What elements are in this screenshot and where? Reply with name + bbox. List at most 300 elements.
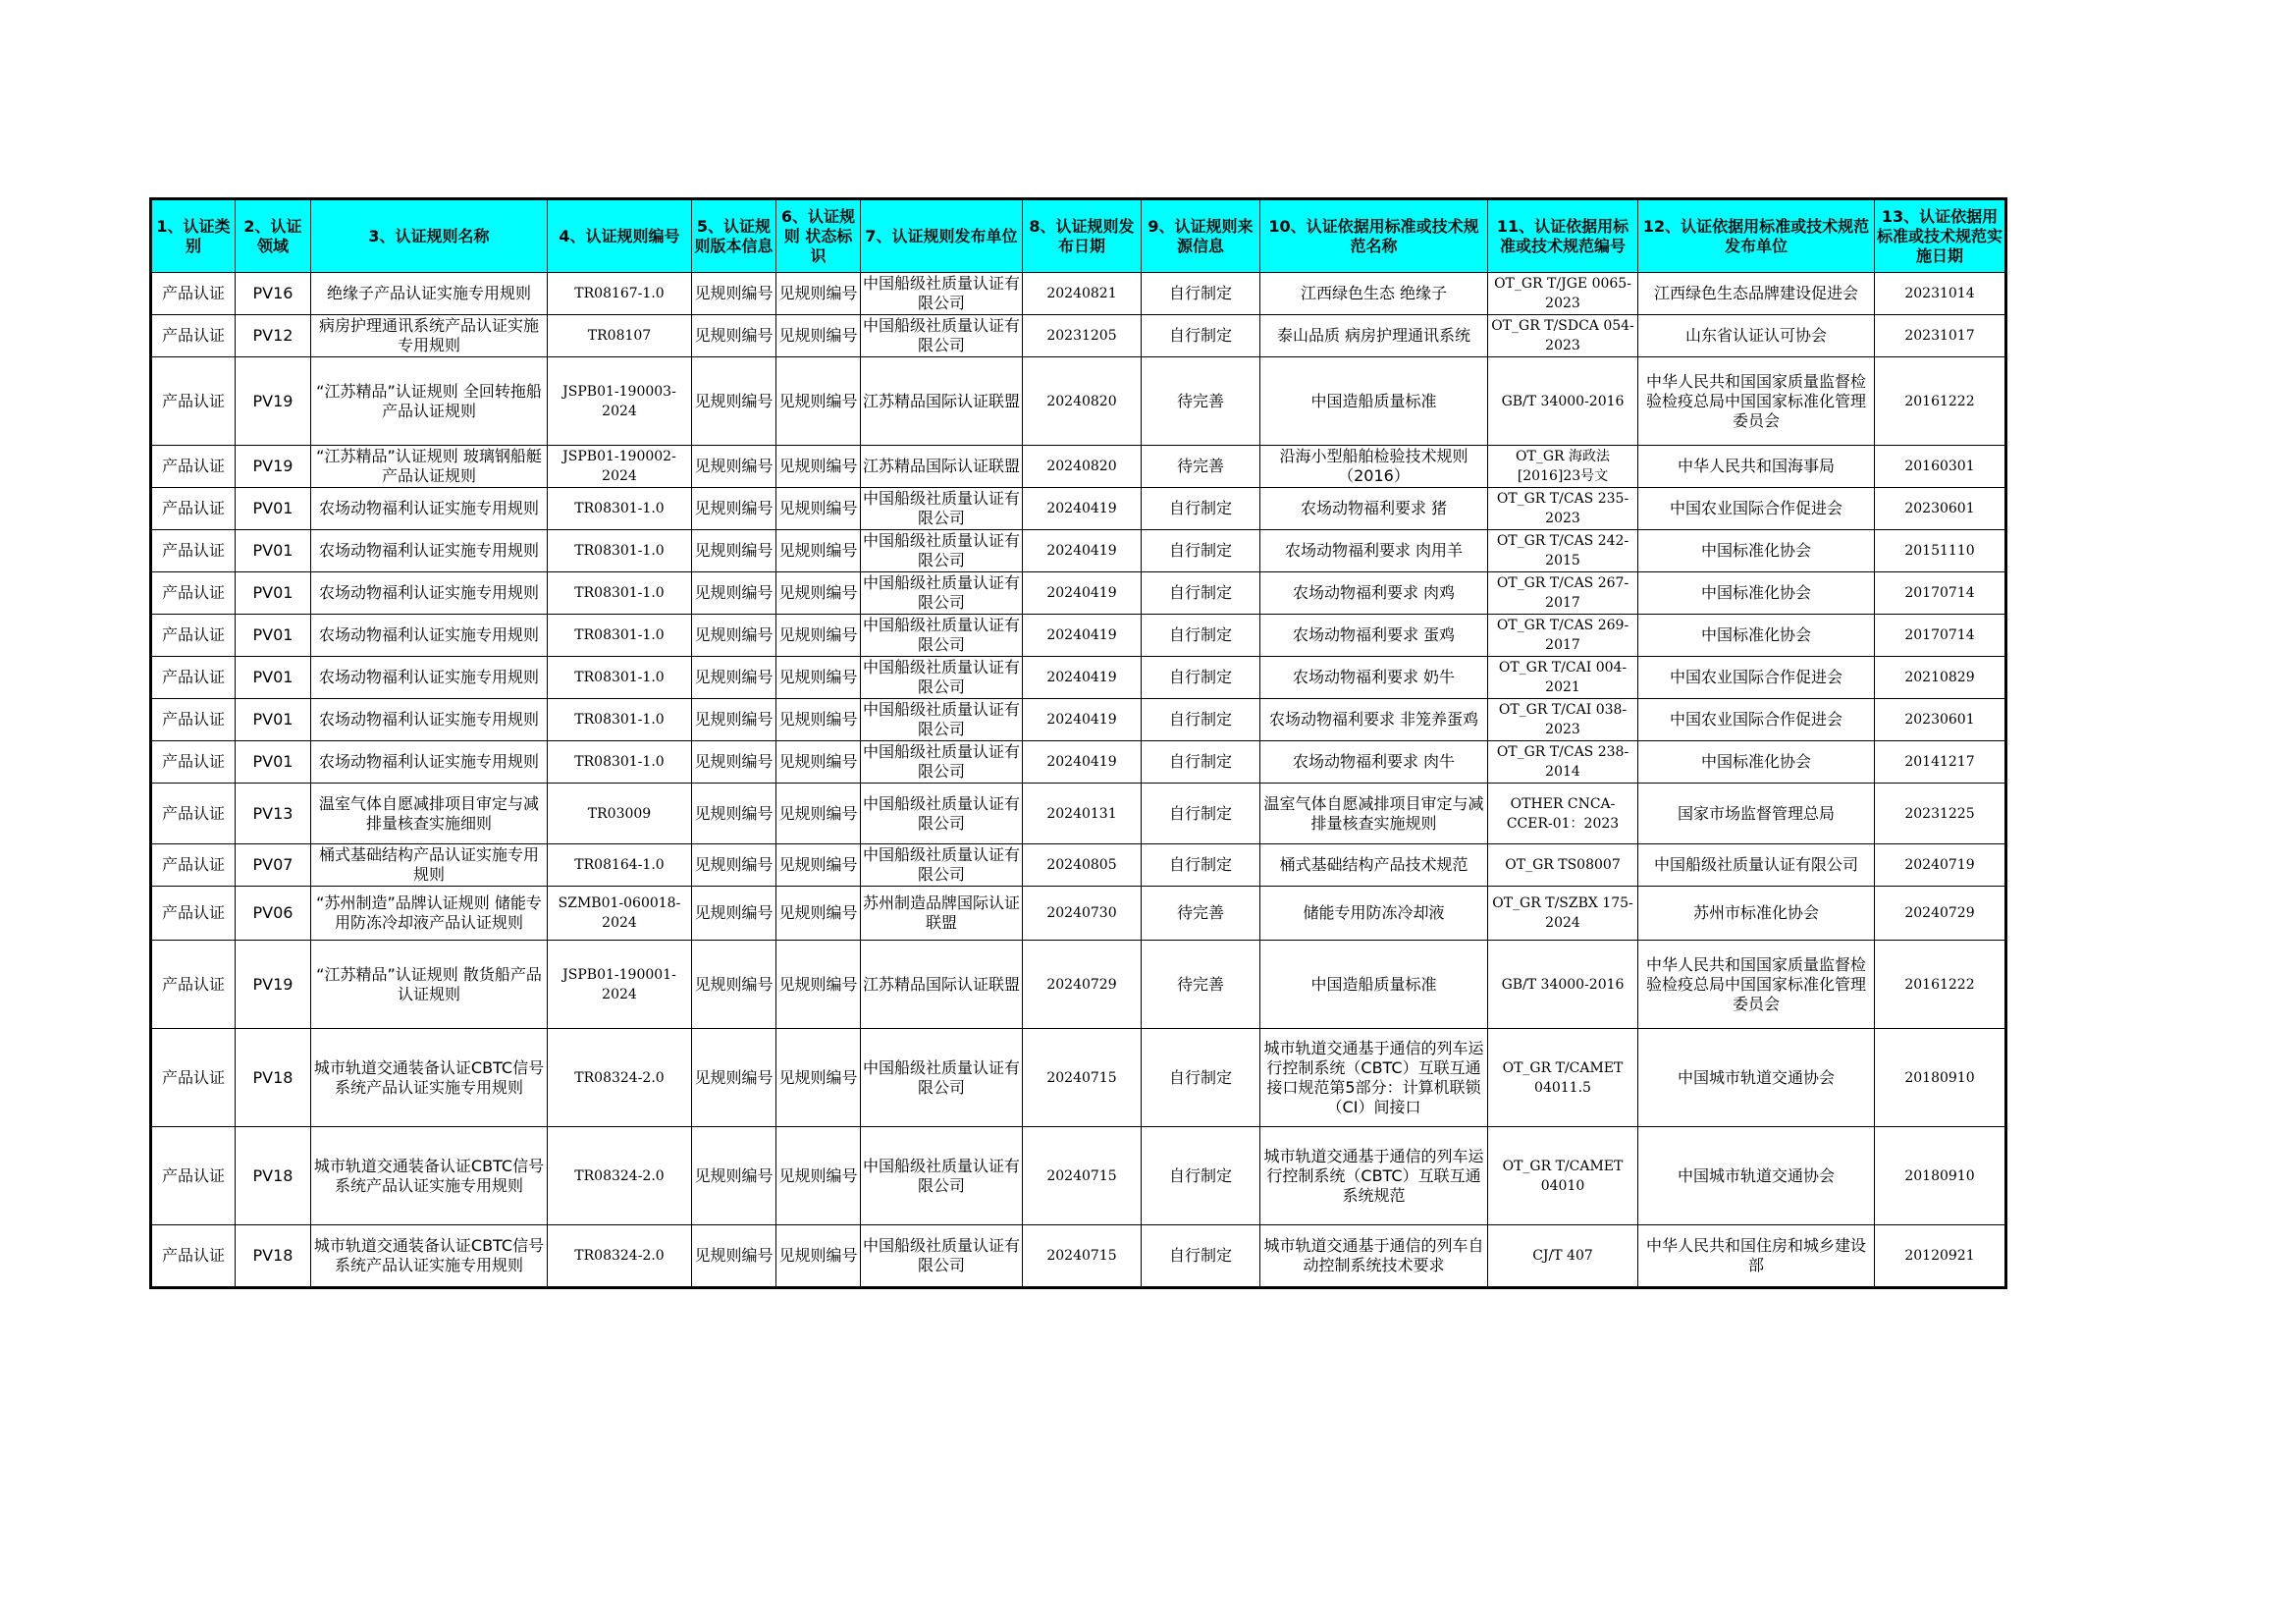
cell-text: TR08301-1.0 bbox=[574, 501, 665, 516]
cell-text: TR08301-1.0 bbox=[574, 543, 665, 559]
cell-text: 见规则编号 bbox=[778, 710, 858, 729]
table-cell bbox=[236, 699, 311, 741]
table-cell bbox=[151, 1127, 236, 1225]
table-row bbox=[151, 1029, 2006, 1127]
table-cell bbox=[776, 699, 861, 741]
cell-text: 中国船级社质量认证有限公司 bbox=[863, 573, 1020, 612]
table-cell bbox=[1142, 1127, 1260, 1225]
table-cell bbox=[1488, 488, 1638, 530]
table-cell bbox=[1260, 699, 1488, 741]
table-cell bbox=[548, 572, 692, 615]
table-cell bbox=[236, 615, 311, 657]
cell-text: 农场动物福利认证实施专用规则 bbox=[318, 752, 539, 771]
cell-text: 20231014 bbox=[1904, 286, 1975, 301]
cell-text: GB/T 34000-2016 bbox=[1501, 393, 1625, 409]
cell-text: OT_GR T/CAS 235-2023 bbox=[1496, 491, 1629, 526]
table-cell bbox=[311, 941, 548, 1029]
table-row bbox=[151, 315, 2006, 357]
table-cell bbox=[151, 273, 236, 315]
cell-text: 见规则编号 bbox=[694, 1067, 774, 1087]
table-cell bbox=[1260, 887, 1488, 941]
cell-text: 中国船级社质量认证有限公司 bbox=[863, 1236, 1020, 1274]
table-cell bbox=[1875, 657, 2006, 699]
cell-text: OT_GR T/SDCA 054-2023 bbox=[1491, 318, 1634, 353]
table-cell bbox=[1260, 844, 1488, 887]
table-cell bbox=[236, 1225, 311, 1288]
table-cell bbox=[548, 941, 692, 1029]
cell-text: 20170714 bbox=[1904, 585, 1975, 601]
table-cell bbox=[1875, 273, 2006, 315]
table-cell bbox=[1260, 1029, 1488, 1127]
table-cell bbox=[1260, 357, 1488, 446]
cell-text: 沿海小型船舶检验技术规则（2016） bbox=[1279, 447, 1468, 485]
table-cell bbox=[311, 488, 548, 530]
cell-text: 中国农业国际合作促进会 bbox=[1669, 668, 1842, 686]
cell-text: 20180910 bbox=[1904, 1069, 1975, 1086]
cell-text: 产品认证 bbox=[161, 284, 225, 302]
table-cell bbox=[1875, 530, 2006, 572]
table-cell bbox=[1875, 315, 2006, 357]
cell-text: 见规则编号 bbox=[778, 668, 858, 686]
table-cell bbox=[1875, 446, 2006, 488]
cell-text: 20240730 bbox=[1046, 905, 1117, 921]
cell-text: 江西绿色生态品牌建设促进会 bbox=[1653, 284, 1858, 302]
table-cell bbox=[1488, 1225, 1638, 1288]
cell-text: 20240419 bbox=[1046, 754, 1117, 770]
cell-text: 见规则编号 bbox=[778, 541, 858, 560]
cell-text: 产品认证 bbox=[161, 457, 225, 475]
table-cell bbox=[311, 1127, 548, 1225]
table-cell bbox=[236, 657, 311, 699]
cell-text: 自行制定 bbox=[1168, 1165, 1232, 1185]
cell-text: PV13 bbox=[252, 803, 294, 823]
table-cell bbox=[1142, 357, 1260, 446]
table-cell bbox=[151, 357, 236, 446]
cell-text: 产品认证 bbox=[161, 974, 225, 994]
header-cell: 9、认证规则来源信息 bbox=[1142, 199, 1260, 273]
table-cell bbox=[692, 357, 776, 446]
cell-text: 待完善 bbox=[1176, 974, 1224, 994]
cell-text: 20240715 bbox=[1046, 1248, 1117, 1264]
table-cell bbox=[236, 887, 311, 941]
cell-text: TR08164-1.0 bbox=[574, 857, 665, 873]
cell-text: 山东省认证认可协会 bbox=[1684, 326, 1827, 345]
cell-text: 见规则编号 bbox=[778, 284, 858, 302]
table-cell bbox=[151, 657, 236, 699]
cell-text: TR08301-1.0 bbox=[574, 754, 665, 770]
table-cell bbox=[776, 1127, 861, 1225]
cell-text: 产品认证 bbox=[161, 625, 225, 644]
table-cell bbox=[151, 572, 236, 615]
cell-text: 中国船级社质量认证有限公司 bbox=[863, 1156, 1020, 1195]
table-cell bbox=[1638, 488, 1875, 530]
table-cell bbox=[236, 446, 311, 488]
table-cell bbox=[861, 941, 1023, 1029]
cell-text: 见规则编号 bbox=[694, 583, 774, 602]
table-cell bbox=[236, 357, 311, 446]
cell-text: 自行制定 bbox=[1168, 326, 1232, 345]
cell-text: 见规则编号 bbox=[778, 391, 858, 410]
table-cell bbox=[151, 699, 236, 741]
table-cell bbox=[236, 315, 311, 357]
cell-text: 产品认证 bbox=[161, 1067, 225, 1087]
cell-text: 20120921 bbox=[1904, 1248, 1975, 1264]
table-cell bbox=[1875, 615, 2006, 657]
cell-text: 农场动物福利认证实施专用规则 bbox=[318, 625, 539, 644]
cell-text: 产品认证 bbox=[161, 499, 225, 517]
table-cell bbox=[1023, 1127, 1142, 1225]
table-cell bbox=[776, 357, 861, 446]
cell-text: 见规则编号 bbox=[694, 1165, 774, 1185]
table-cell bbox=[548, 357, 692, 446]
cell-text: 见规则编号 bbox=[694, 391, 774, 410]
table-cell bbox=[1638, 615, 1875, 657]
table-cell bbox=[1023, 446, 1142, 488]
cell-text: 绝缘子产品认证实施专用规则 bbox=[326, 284, 531, 302]
cell-text: OT_GR 海政法 [2016]23号文 bbox=[1516, 449, 1610, 484]
header-cell: 8、认证规则发布日期 bbox=[1023, 199, 1142, 273]
table-cell bbox=[1142, 941, 1260, 1029]
cell-text: 20230601 bbox=[1904, 501, 1975, 516]
cell-text: 中国船级社质量认证有限公司 bbox=[863, 489, 1020, 527]
cell-text: PV06 bbox=[252, 903, 294, 922]
cell-text: PV19 bbox=[252, 974, 294, 994]
table-cell bbox=[1023, 887, 1142, 941]
cell-text: 产品认证 bbox=[161, 752, 225, 771]
table-cell bbox=[1488, 1029, 1638, 1127]
table-cell bbox=[311, 1225, 548, 1288]
table-cell bbox=[548, 657, 692, 699]
table-cell bbox=[311, 446, 548, 488]
cell-text: 见规则编号 bbox=[694, 668, 774, 686]
table-cell bbox=[311, 615, 548, 657]
table-cell bbox=[861, 844, 1023, 887]
table-cell bbox=[1875, 784, 2006, 844]
cell-text: 苏州制造品牌国际认证联盟 bbox=[863, 893, 1020, 932]
table-cell bbox=[151, 488, 236, 530]
cell-text: 农场动物福利要求 肉用羊 bbox=[1284, 541, 1464, 560]
header-cell: 5、认证规则版本信息 bbox=[692, 199, 776, 273]
table-cell bbox=[1023, 615, 1142, 657]
table-cell bbox=[1023, 1029, 1142, 1127]
cell-text: OT_GR TS08007 bbox=[1505, 857, 1621, 873]
table-row bbox=[151, 741, 2006, 784]
cell-text: PV18 bbox=[252, 1246, 294, 1265]
cell-text: OT_GR T/CAS 238-2014 bbox=[1496, 744, 1629, 780]
table-cell bbox=[311, 357, 548, 446]
cell-text: 中国农业国际合作促进会 bbox=[1669, 710, 1842, 729]
table-cell bbox=[692, 273, 776, 315]
table-cell bbox=[548, 699, 692, 741]
table-cell bbox=[861, 488, 1023, 530]
table-cell bbox=[1142, 784, 1260, 844]
table-cell bbox=[776, 1225, 861, 1288]
table-cell bbox=[1260, 941, 1488, 1029]
table-cell bbox=[776, 941, 861, 1029]
table-cell bbox=[236, 941, 311, 1029]
header-cell: 3、认证规则名称 bbox=[311, 199, 548, 273]
table-cell bbox=[1638, 941, 1875, 1029]
cell-text: 中国船级社质量认证有限公司 bbox=[1653, 855, 1858, 874]
cell-text: 20161222 bbox=[1904, 976, 1975, 993]
table-cell bbox=[1023, 530, 1142, 572]
table-cell bbox=[1023, 572, 1142, 615]
table-cell bbox=[1023, 357, 1142, 446]
table-cell bbox=[311, 1029, 548, 1127]
table-cell bbox=[548, 530, 692, 572]
table-cell bbox=[548, 446, 692, 488]
table-cell bbox=[548, 273, 692, 315]
cell-text: 农场动物福利认证实施专用规则 bbox=[318, 583, 539, 602]
table-cell bbox=[236, 844, 311, 887]
table-cell bbox=[151, 941, 236, 1029]
table-cell bbox=[776, 572, 861, 615]
table-cell bbox=[1875, 572, 2006, 615]
cell-text: 江苏精品国际认证联盟 bbox=[863, 391, 1020, 410]
cell-text: TR08301-1.0 bbox=[574, 627, 665, 643]
cell-text: OT_GR T/JGE 0065-2023 bbox=[1494, 276, 1631, 311]
table-cell bbox=[692, 784, 776, 844]
cell-text: 产品认证 bbox=[161, 668, 225, 686]
table-row bbox=[151, 1127, 2006, 1225]
table-cell bbox=[1638, 699, 1875, 741]
table-cell bbox=[236, 784, 311, 844]
cell-text: 中国船级社质量认证有限公司 bbox=[863, 700, 1020, 738]
cell-text: 待完善 bbox=[1176, 457, 1224, 475]
table-cell bbox=[1638, 1127, 1875, 1225]
table-cell bbox=[311, 315, 548, 357]
table-cell bbox=[151, 844, 236, 887]
cell-text: 20240820 bbox=[1046, 393, 1117, 409]
table-cell bbox=[1638, 844, 1875, 887]
table-cell bbox=[1488, 1127, 1638, 1225]
cell-text: 自行制定 bbox=[1168, 803, 1232, 823]
table-cell bbox=[1488, 941, 1638, 1029]
header-cell: 11、认证依据用标准或技术规范编号 bbox=[1488, 199, 1638, 273]
cell-text: 产品认证 bbox=[161, 1165, 225, 1185]
table-cell bbox=[1875, 488, 2006, 530]
table-cell bbox=[692, 530, 776, 572]
cell-text: 自行制定 bbox=[1168, 752, 1232, 771]
cell-text: 中国标准化协会 bbox=[1700, 752, 1811, 771]
cell-text: 桶式基础结构产品技术规范 bbox=[1279, 855, 1468, 874]
table-cell bbox=[1142, 615, 1260, 657]
table-cell bbox=[861, 357, 1023, 446]
cell-text: 见规则编号 bbox=[778, 855, 858, 874]
cell-text: 产品认证 bbox=[161, 326, 225, 345]
table-cell bbox=[1260, 657, 1488, 699]
cell-text: 20240820 bbox=[1046, 459, 1117, 474]
table-cell bbox=[1142, 530, 1260, 572]
cell-text: TR08301-1.0 bbox=[574, 585, 665, 601]
cell-text: 中国船级社质量认证有限公司 bbox=[863, 658, 1020, 696]
cell-text: 20240131 bbox=[1046, 805, 1117, 822]
header-cell: 1、认证类别 bbox=[151, 199, 236, 273]
table-cell bbox=[1260, 488, 1488, 530]
cell-text: 国家市场监督管理总局 bbox=[1677, 803, 1835, 823]
cell-text: 中国标准化协会 bbox=[1700, 625, 1811, 644]
table-cell bbox=[1260, 572, 1488, 615]
table-cell bbox=[548, 315, 692, 357]
cell-text: 自行制定 bbox=[1168, 855, 1232, 874]
table-cell bbox=[692, 1029, 776, 1127]
cell-text: 自行制定 bbox=[1168, 668, 1232, 686]
cell-text: 自行制定 bbox=[1168, 1246, 1232, 1265]
table-cell bbox=[1638, 887, 1875, 941]
table-cell bbox=[1260, 741, 1488, 784]
table-cell bbox=[1488, 530, 1638, 572]
table-row bbox=[151, 657, 2006, 699]
certification-rules-table bbox=[149, 197, 2007, 1289]
table-cell bbox=[692, 1225, 776, 1288]
cell-text: 20231205 bbox=[1046, 328, 1117, 344]
table-cell bbox=[1023, 741, 1142, 784]
table-cell bbox=[311, 530, 548, 572]
table-cell bbox=[692, 699, 776, 741]
cell-text: 城市轨道交通装备认证CBTC信号系统产品认证实施专用规则 bbox=[313, 1236, 545, 1274]
table-cell bbox=[1638, 1029, 1875, 1127]
cell-text: PV16 bbox=[252, 284, 294, 302]
cell-text: CJ/T 407 bbox=[1532, 1248, 1593, 1264]
table-cell bbox=[776, 1029, 861, 1127]
cell-text: 见规则编号 bbox=[778, 903, 858, 922]
cell-text: 见规则编号 bbox=[694, 541, 774, 560]
cell-text: 20230601 bbox=[1904, 712, 1975, 728]
cell-text: 中华人民共和国国家质量监督检验检疫总局中国国家标准化管理委员会 bbox=[1645, 371, 1866, 430]
cell-text: 农场动物福利认证实施专用规则 bbox=[318, 541, 539, 560]
cell-text: OT_GR T/CAI 038-2023 bbox=[1498, 702, 1628, 737]
table-row bbox=[151, 357, 2006, 446]
table-cell bbox=[861, 1225, 1023, 1288]
cell-text: 见规则编号 bbox=[778, 974, 858, 994]
cell-text: 20240419 bbox=[1046, 501, 1117, 516]
table-cell bbox=[151, 1029, 236, 1127]
cell-text: 20240419 bbox=[1046, 543, 1117, 559]
cell-text: 20240805 bbox=[1046, 857, 1117, 873]
table-cell bbox=[776, 615, 861, 657]
table-cell bbox=[548, 1127, 692, 1225]
cell-text: 20141217 bbox=[1904, 754, 1975, 770]
table-cell bbox=[1142, 446, 1260, 488]
cell-text: 城市轨道交通基于通信的列车自动控制系统技术要求 bbox=[1263, 1236, 1484, 1274]
cell-text: 见规则编号 bbox=[694, 326, 774, 345]
table-cell bbox=[236, 572, 311, 615]
table-cell bbox=[236, 273, 311, 315]
cell-text: 中国标准化协会 bbox=[1700, 541, 1811, 560]
table-cell bbox=[311, 784, 548, 844]
cell-text: 江西绿色生态 绝缘子 bbox=[1300, 284, 1448, 302]
cell-text: TR08107 bbox=[587, 328, 652, 344]
cell-text: 产品认证 bbox=[161, 903, 225, 922]
table-cell bbox=[151, 784, 236, 844]
table-cell bbox=[151, 446, 236, 488]
table-cell bbox=[861, 657, 1023, 699]
cell-text: 农场动物福利认证实施专用规则 bbox=[318, 668, 539, 686]
cell-text: 见规则编号 bbox=[778, 499, 858, 517]
table-cell bbox=[548, 887, 692, 941]
table-cell bbox=[1875, 1127, 2006, 1225]
cell-text: 中国造船质量标准 bbox=[1310, 974, 1437, 994]
cell-text: 20240821 bbox=[1046, 286, 1117, 301]
cell-text: 病房护理通讯系统产品认证实施专用规则 bbox=[318, 316, 539, 354]
table-cell bbox=[1260, 1225, 1488, 1288]
cell-text: TR03009 bbox=[587, 805, 652, 822]
cell-text: 见规则编号 bbox=[694, 499, 774, 517]
table-cell bbox=[311, 741, 548, 784]
cell-text: OT_GR T/SZBX 175-2024 bbox=[1492, 895, 1633, 931]
table-cell bbox=[1023, 488, 1142, 530]
cell-text: TR08301-1.0 bbox=[574, 712, 665, 728]
cell-text: 农场动物福利要求 肉鸡 bbox=[1292, 583, 1456, 602]
table-cell bbox=[311, 273, 548, 315]
header-cell: 7、认证规则发布单位 bbox=[861, 199, 1023, 273]
table-cell bbox=[776, 657, 861, 699]
cell-text: 中国船级社质量认证有限公司 bbox=[863, 616, 1020, 654]
table-cell bbox=[1142, 741, 1260, 784]
table-cell bbox=[1488, 615, 1638, 657]
cell-text: JSPB01-190002-2024 bbox=[562, 449, 676, 484]
cell-text: 农场动物福利要求 猪 bbox=[1300, 499, 1448, 517]
table-cell bbox=[151, 1225, 236, 1288]
cell-text: OT_GR T/CAS 242-2015 bbox=[1496, 533, 1629, 568]
table-cell bbox=[311, 657, 548, 699]
table-row bbox=[151, 784, 2006, 844]
cell-text: 20231225 bbox=[1904, 805, 1975, 822]
table-cell bbox=[1488, 699, 1638, 741]
cell-text: 中国城市轨道交通协会 bbox=[1677, 1067, 1835, 1087]
cell-text: 苏州市标准化协会 bbox=[1692, 903, 1819, 922]
table-cell bbox=[1488, 887, 1638, 941]
cell-text: 见规则编号 bbox=[778, 625, 858, 644]
cell-text: 自行制定 bbox=[1168, 1067, 1232, 1087]
cell-text: 见规则编号 bbox=[694, 855, 774, 874]
cell-text: 产品认证 bbox=[161, 1246, 225, 1265]
cell-text: 温室气体自愿减排项目审定与减排量核查实施规则 bbox=[1263, 793, 1484, 833]
cell-text: 农场动物福利认证实施专用规则 bbox=[318, 710, 539, 729]
table-cell bbox=[1260, 784, 1488, 844]
table-cell bbox=[548, 741, 692, 784]
cell-text: 产品认证 bbox=[161, 583, 225, 602]
table-cell bbox=[548, 1225, 692, 1288]
cell-text: TR08301-1.0 bbox=[574, 670, 665, 685]
table-cell bbox=[1260, 1127, 1488, 1225]
table-cell bbox=[1142, 699, 1260, 741]
table-cell bbox=[1875, 1029, 2006, 1127]
cell-text: 见规则编号 bbox=[778, 326, 858, 345]
table-cell bbox=[861, 446, 1023, 488]
cell-text: PV18 bbox=[252, 1165, 294, 1185]
table-cell bbox=[1488, 844, 1638, 887]
cell-text: 见规则编号 bbox=[778, 752, 858, 771]
table-cell bbox=[1023, 941, 1142, 1029]
table-cell bbox=[861, 887, 1023, 941]
cell-text: 20240419 bbox=[1046, 712, 1117, 728]
cell-text: 农场动物福利要求 蛋鸡 bbox=[1292, 625, 1456, 644]
table-cell bbox=[1488, 273, 1638, 315]
header-row bbox=[151, 199, 2006, 273]
cell-text: 中华人民共和国住房和城乡建设部 bbox=[1645, 1236, 1866, 1274]
table-cell bbox=[151, 530, 236, 572]
cell-text: 20180910 bbox=[1904, 1167, 1975, 1184]
table-cell bbox=[151, 615, 236, 657]
table-cell bbox=[1023, 844, 1142, 887]
cell-text: 中华人民共和国海事局 bbox=[1677, 457, 1835, 475]
cell-text: 见规则编号 bbox=[694, 803, 774, 823]
table-cell bbox=[776, 315, 861, 357]
table-cell bbox=[861, 1127, 1023, 1225]
cell-text: SZMB01-060018-2024 bbox=[558, 895, 681, 931]
cell-text: 中国船级社质量认证有限公司 bbox=[863, 274, 1020, 312]
